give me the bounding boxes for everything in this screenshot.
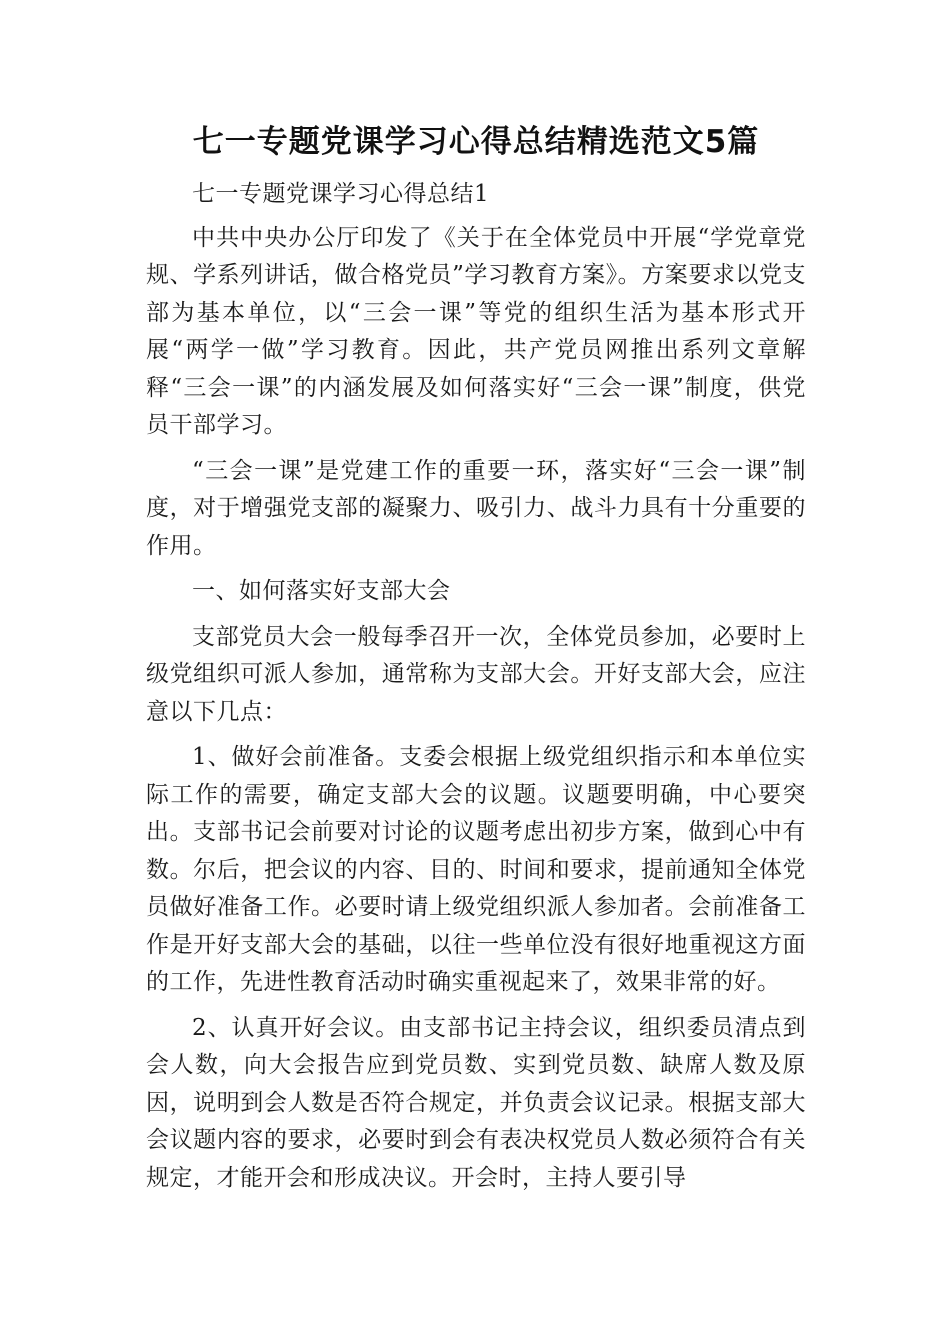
paragraph: 1、做好会前准备。支委会根据上级党组织指示和本单位实际工作的需要，确定支部大会的议题。议题要明确，中心要突出。支部书记会前要对讨论的议题考虑出初步方案，做到心中有数。尔后，把会议的内容、目的、时间和要求，提前通知全体党员做好准备工作。必要时请上级党组织派人参加者。会前准备工作是开好支部大会的基础，以往一些单位没有很好地重视这方面的工作，先进性教育活动时确实重视起来了，效果非常的好。 xyxy=(146,744,806,995)
paragraph: “三会一课”是党建工作的重要一环，落实好“三会一课”制度，对于增强党支部的凝聚力、吸引力、战斗力具有十分重要的作用。 xyxy=(146,457,806,559)
section-heading: 七一专题党课学习心得总结1 xyxy=(192,181,490,207)
paragraph: 中共中央办公厅印发了《关于在全体党员中开展“学党章党规、学系列讲话，做合格党员”学习教育方案》。方案要求以党支部为基本单位，以“三会一课”等党的组织生活为基本形式开展“两学一做”学习教育。因此，共产党员网推出系列文章解释“三会一课”的内涵发展及如何落实好“三会一课”制度，供党员干部学习。 xyxy=(146,224,806,438)
paragraph: 支部党员大会一般每季召开一次，全体党员参加，必要时上级党组织可派人参加，通常称为支部大会。开好支部大会，应注意以下几点： xyxy=(146,623,806,725)
document-page xyxy=(146,118,806,1205)
section-heading: 一、如何落实好支部大会 xyxy=(192,578,451,604)
paragraph: 2、认真开好会议。由支部书记主持会议，组织委员清点到会人数，向大会报告应到党员数、实到党员数、缺席人数及原因，说明到会人数是否符合规定，并负责会议记录。根据支部大会议题内容的要求，必要时到会有表决权党员人数必须符合有关规定，才能开会和形成决议。开会时，主持人要引导 xyxy=(146,1014,806,1191)
document-title: 七一专题党课学习心得总结精选范文5篇 xyxy=(192,124,760,160)
